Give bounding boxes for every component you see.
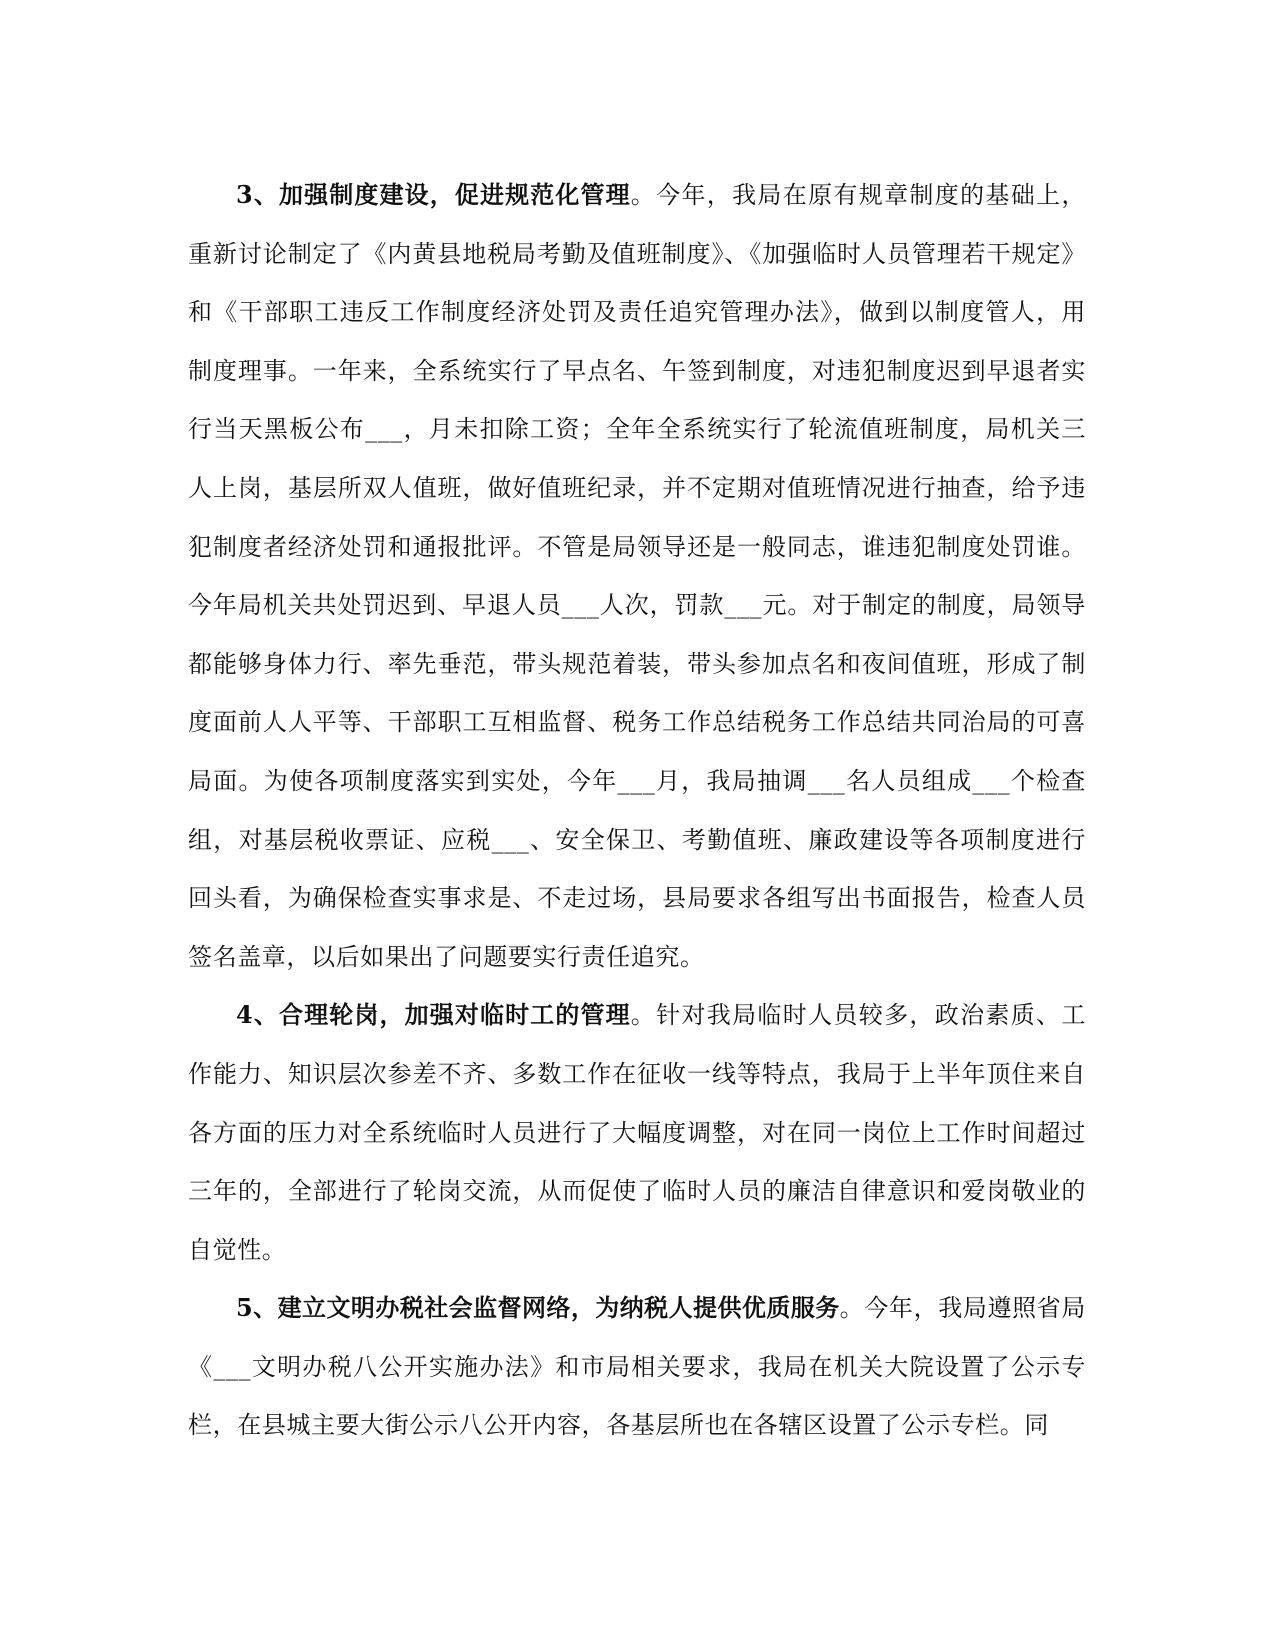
paragraph-4-body: 。针对我局临时人员较多，政治素质、工作能力、知识层次参差不齐、多数工作在征收一线等特点，我局于上半年顶住来自各方面的压力对全系统临时人员进行了大幅度调整，对在同一岗位上工作时间超过三年的，全部进行了轮岗交流，从而促使了临时人员的廉洁自律意识和爱岗敬业的自觉性。 <box>188 1001 1086 1264</box>
paragraph-5-heading: 5、建立文明办税社会监督网络，为纳税人提供优质服务 <box>236 1293 840 1323</box>
paragraph-3-body: 。今年，我局在原有规章制度的基础上，重新讨论制定了《内黄县地税局考勤及值班制度》、《加强临时人员管理若干规定》和《干部职工违反工作制度经济处罚及责任追究管理办法》，做到以制度管人，用制度理事。一年来，全系统实行了早点名、午签到制度，对违犯制度迟到早退者实行当天黑板公布___，月未扣除工资；全年全系统实行了轮流值班制度，局机关三人上岗，基层所双人值班，做好值班纪录，并不定期对值班情况进行抽查，给予违犯制度者经济处罚和通报批评。不管是局领导还是一般同志，谁违犯制度处罚谁。今年局机关共处罚迟到、早退人员___人次，罚款___元。对于制定的制度，局领导都能够身体力行、率先垂范，带头规范着装，带头参加点名和夜间值班，形成了制度面前人人平等、干部职工互相监督、税务工作总结税务工作总结共同治局的可喜局面。为使各项制度落实到实处，今年___月，我局抽调___名人员组成___个检查组，对基层税收票证、应税___、安全保卫、考勤值班、廉政建设等各项制度进行回头看，为确保检查实事求是、不走过场，县局要求各组写出书面报告，检查人员签名盖章，以后如果出了问题要实行责任追究。 <box>188 181 1086 971</box>
paragraph-5 <box>188 1279 1086 1455</box>
paragraph-5-body: 。今年，我局遵照省局《___文明办税八公开实施办法》和市局相关要求，我局在机关大院设置了公示专栏，在县城主要大街公示八公开内容，各基层所也在各辖区设置了公示专栏。同 <box>188 1294 1086 1440</box>
paragraph-3 <box>188 166 1086 986</box>
document-page <box>188 166 1086 1455</box>
paragraph-4-heading: 4、合理轮岗，加强对临时工的管理 <box>236 1000 631 1030</box>
paragraph-3-heading: 3、加强制度建设，促进规范化管理 <box>236 180 631 209</box>
paragraph-4 <box>188 986 1086 1279</box>
